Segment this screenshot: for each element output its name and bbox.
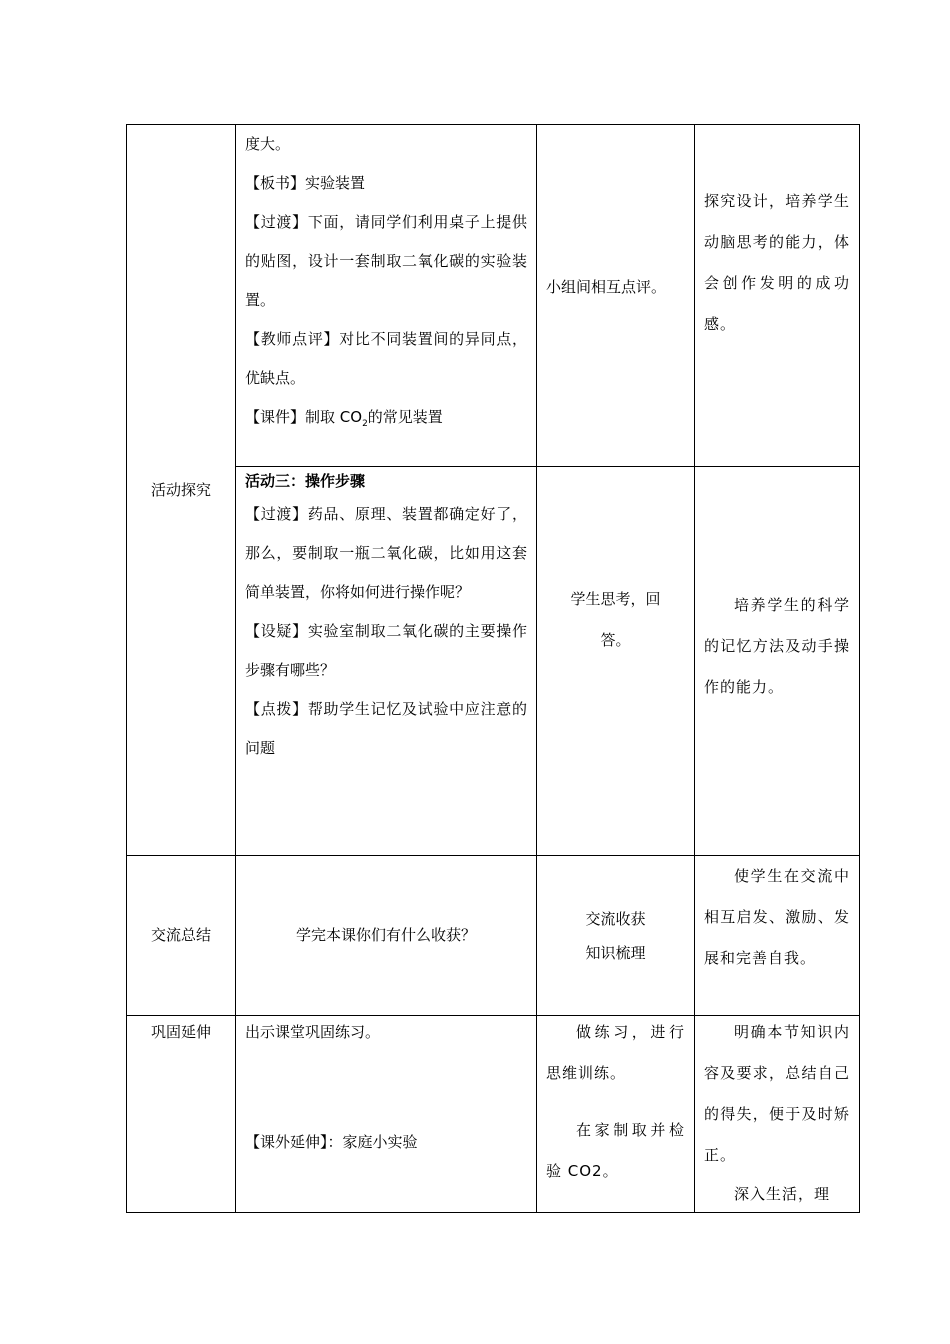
student-text: 学生思考，回答。 — [570, 590, 661, 649]
intent-text: 使学生在交流中相互启发、激励、发展和完善自我。 — [704, 867, 850, 967]
text-line: 【设疑】实验室制取二氧化碳的主要操作步骤有哪些？ — [245, 622, 527, 679]
student-text: 小组间相互点评。 — [546, 278, 667, 296]
text-line: 【板书】实验装置 — [245, 174, 366, 192]
text-line: 【课件】制取 $CO_2$的常见装置 — [245, 408, 443, 429]
intent-text: 探究设计，培养学生动脑思考的能力，体会创作发明的成功感。 — [704, 192, 850, 333]
table-row — [127, 125, 860, 467]
student-activity-cell — [537, 125, 695, 467]
text-line: 【点拨】帮助学生记忆及试验中应注意的问题 — [245, 700, 527, 757]
student-activity-cell — [537, 467, 695, 856]
table-row — [127, 856, 860, 1016]
lesson-plan-table — [126, 124, 860, 1213]
design-intent-cell — [695, 467, 860, 856]
teacher-question: 学完本课你们有什么收获？ — [295, 926, 476, 944]
student-text: 知识梳理 — [585, 943, 646, 962]
section-cell-consolidate — [127, 1016, 236, 1213]
teacher-activity-cell — [236, 1016, 537, 1213]
text-line: 【过渡】药品、原理、装置都确定好了，那么，要制取一瓶二氧化碳，比如用这套简单装置，你将如何进行操作呢？ — [245, 505, 527, 601]
intent-text: 培养学生的科学的记忆方法及动手操作的能力。 — [704, 596, 850, 696]
design-intent-cell — [695, 1016, 860, 1213]
section-label: 巩固延伸 — [150, 1023, 211, 1041]
student-text: 在家制取并检验 CO2。 — [546, 1121, 685, 1180]
text-line: 【课外延伸】：家庭小实验 — [245, 1133, 418, 1151]
text-line: 出示课堂巩固练习。 — [245, 1023, 381, 1041]
student-text: 交流收获 — [585, 909, 646, 928]
intent-text: 明确本节知识内容及要求，总结自己的得失，便于及时矫正。 — [704, 1023, 850, 1164]
design-intent-cell — [695, 856, 860, 1016]
student-activity-cell — [537, 1016, 695, 1213]
student-text: 做练习，进行思维训练。 — [546, 1023, 685, 1082]
text-line: 【教师点评】对比不同装置间的异同点，优缺点。 — [245, 330, 527, 387]
section-label: 交流总结 — [150, 926, 211, 944]
intent-text: 深入生活，理 — [734, 1185, 831, 1203]
teacher-activity-cell — [236, 856, 537, 1016]
table-row — [127, 467, 860, 856]
text-line: 度大。 — [245, 135, 291, 153]
student-activity-cell — [537, 856, 695, 1016]
section-label: 活动探究 — [150, 480, 211, 499]
section-cell-summary — [127, 856, 236, 1016]
text-line: 【过渡】下面，请同学们利用桌子上提供的贴图，设计一套制取二氧化碳的实验装置。 — [245, 213, 527, 309]
table-row — [127, 1016, 860, 1213]
activity-heading: 活动三：操作步骤 — [245, 472, 366, 490]
teacher-activity-cell — [236, 125, 537, 467]
section-cell-activity — [127, 125, 236, 856]
design-intent-cell — [695, 125, 860, 467]
teacher-activity-cell — [236, 467, 537, 856]
